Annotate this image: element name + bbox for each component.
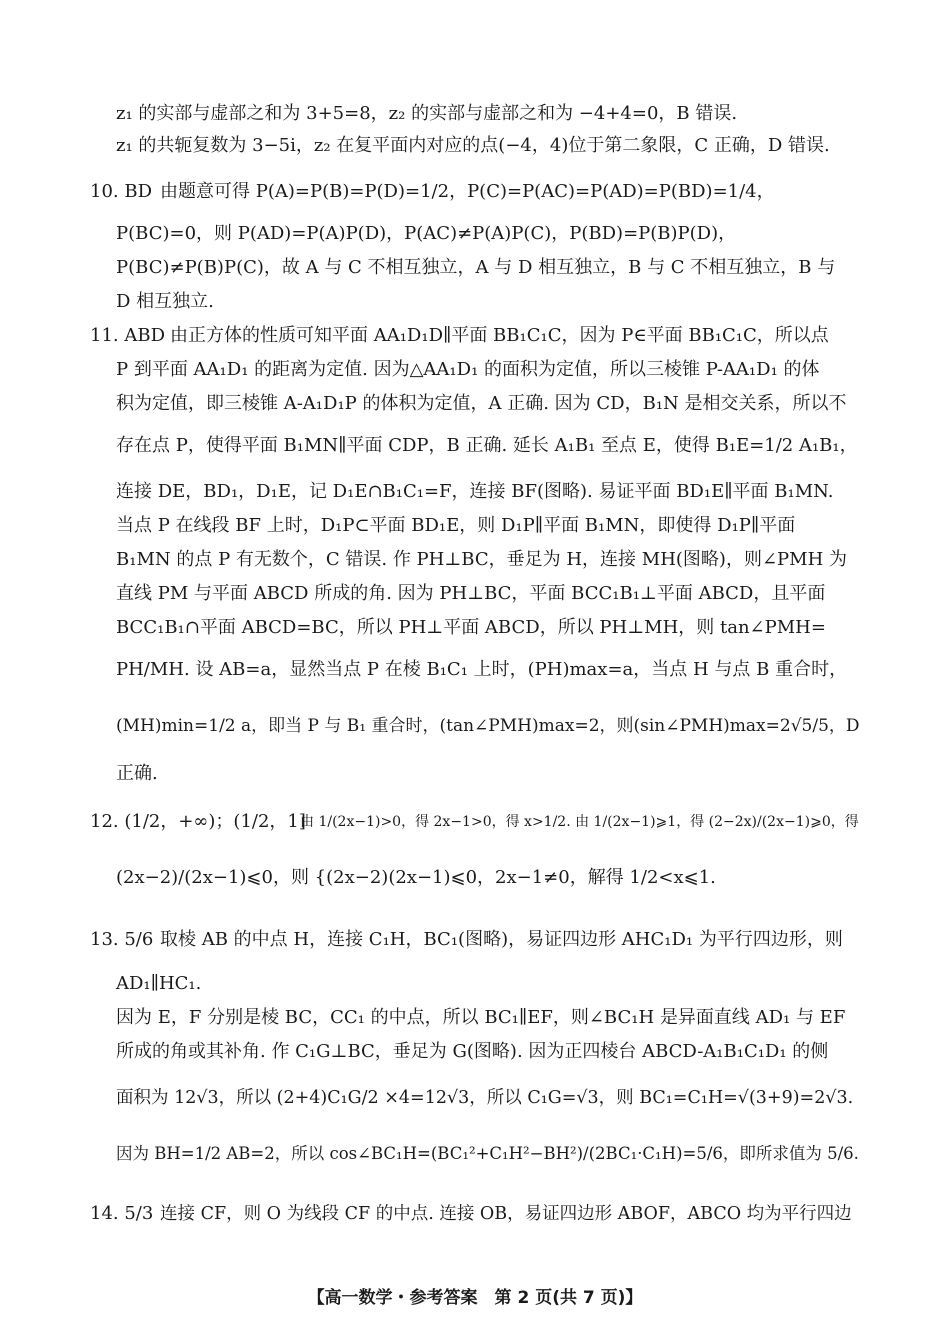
q13-line-2: AD₁∥HC₁.	[116, 973, 202, 994]
q9-line-1: z₁ 的实部与虚部之和为 3+5=8，z₂ 的实部与虚部之和为 −4+4=0，B 错误.	[116, 103, 738, 124]
q11-line-3: 积为定值，即三棱锥 A-A₁D₁P 的体积为定值，A 正确. 因为 CD，B₁N 是相交关系，所以不	[116, 393, 847, 414]
page-footer: 【高一数学・参考答案 第 2 页(共 7 页)】	[307, 1288, 643, 1308]
q10-line-3: P(BC)≠P(B)P(C)，故 A 与 C 不相互独立，A 与 D 相互独立，B 与 C 不相互独立，B 与	[116, 257, 836, 278]
q11-line-1: 由正方体的性质可知平面 AA₁D₁D∥平面 BB₁C₁C，因为 P∈平面 BB₁C₁C，所以点	[170, 325, 829, 346]
q10-line-2: P(BC)=0，则 P(AD)=P(A)P(D)，P(AC)≠P(A)P(C)，P(BD)=P(B)P(D)，	[116, 223, 737, 244]
q10-line-1: 由题意可得 P(A)=P(B)=P(D)=1/2，P(C)=P(AC)=P(AD)=P(BD)=1/4，	[160, 181, 775, 202]
q13-line-3: 因为 E，F 分别是棱 BC，CC₁ 的中点，所以 BC₁∥EF，则∠BC₁H 是异面直线 AD₁ 与 EF	[116, 1007, 846, 1028]
q10-line-4: D 相互独立.	[116, 291, 214, 312]
q11-line-9: BCC₁B₁∩平面 ABCD=BC，所以 PH⊥平面 ABCD，所以 PH⊥MH，则 tan∠PMH=	[116, 617, 826, 638]
q11-line-2: P 到平面 AA₁D₁ 的距离为定值. 因为△AA₁D₁ 的面积为定值，所以三棱锥 P-AA₁D₁ 的体	[116, 359, 820, 380]
q11-line-7: B₁MN 的点 P 有无数个，C 错误. 作 PH⊥BC，垂足为 H，连接 MH(图略)，则∠PMH 为	[116, 549, 847, 570]
q13-line-4: 所成的角或其补角. 作 C₁G⊥BC，垂足为 G(图略). 因为正四棱台 ABCD-A₁B₁C₁D₁ 的侧	[116, 1041, 829, 1062]
q12-number: 12. (1/2，+∞)；(1/2，1]	[90, 811, 306, 832]
q12-line-2: (2x−2)/(2x−1)⩽0，则 {(2x−2)(2x−1)⩽0，2x−1≠0，解得 1/2<x⩽1.	[116, 867, 716, 888]
q11-line-4: 存在点 P，使得平面 B₁MN∥平面 CDP，B 正确. 延长 A₁B₁ 至点 E，使得 B₁E=1/2 A₁B₁，	[116, 435, 858, 456]
q9-line-2: z₁ 的共轭复数为 3−5i，z₂ 在复平面内对应的点(−4，4)位于第二象限，C 正确，D 错误.	[116, 135, 830, 156]
q13-line-1: 取棱 AB 的中点 H，连接 C₁H，BC₁(图略)，易证四边形 AHC₁D₁ 为平行四边形，则	[160, 929, 843, 950]
q11-line-8: 直线 PM 与平面 ABCD 所成的角. 因为 PH⊥BC，平面 BCC₁B₁⊥平面 ABCD，且平面	[116, 583, 826, 604]
q10-number: 10. BD	[90, 181, 153, 202]
q12-line-1: 由 1/(2x−1)>0，得 2x−1>0，得 x>1/2. 由 1/(2x−1)⩾1，得 (2−2x)/(2x−1)⩾0，得	[300, 814, 859, 830]
q11-line-11: (MH)min=1/2 a，即当 P 与 B₁ 重合时，(tan∠PMH)max=2，则(sin∠PMH)max=2√5/5，D	[116, 716, 860, 736]
q11-line-6: 当点 P 在线段 BF 上时，D₁P⊂平面 BD₁E，则 D₁P∥平面 B₁MN，即使得 D₁P∥平面	[116, 515, 796, 536]
q13-line-6: 因为 BH=1/2 AB=2，所以 cos∠BC₁H=(BC₁²+C₁H²−BH²)/(2BC₁·C₁H)=5/6，即所求值为 5/6.	[116, 1144, 859, 1163]
q14-line-1: 连接 CF，则 O 为线段 CF 的中点. 连接 OB，易证四边形 ABOF，ABCO 均为平行四边	[160, 1204, 852, 1224]
q13-line-5: 面积为 12√3，所以 (2+4)C₁G/2 ×4=12√3，所以 C₁G=√3，则 BC₁=C₁H=√(3+9)=2√3.	[116, 1088, 854, 1108]
q11-line-12: 正确.	[116, 763, 158, 784]
q14-number: 14. 5/3	[90, 1203, 154, 1224]
q13-number: 13. 5/6	[90, 929, 154, 950]
q11-number: 11. ABD	[90, 325, 166, 346]
q11-line-10: PH/MH. 设 AB=a，显然当点 P 在棱 B₁C₁ 上时，(PH)max=a，当点 H 与点 B 重合时，	[116, 659, 848, 680]
q11-line-5: 连接 DE，BD₁，D₁E，记 D₁E∩B₁C₁=F，连接 BF(图略). 易证平面 BD₁E∥平面 B₁MN.	[116, 481, 834, 502]
